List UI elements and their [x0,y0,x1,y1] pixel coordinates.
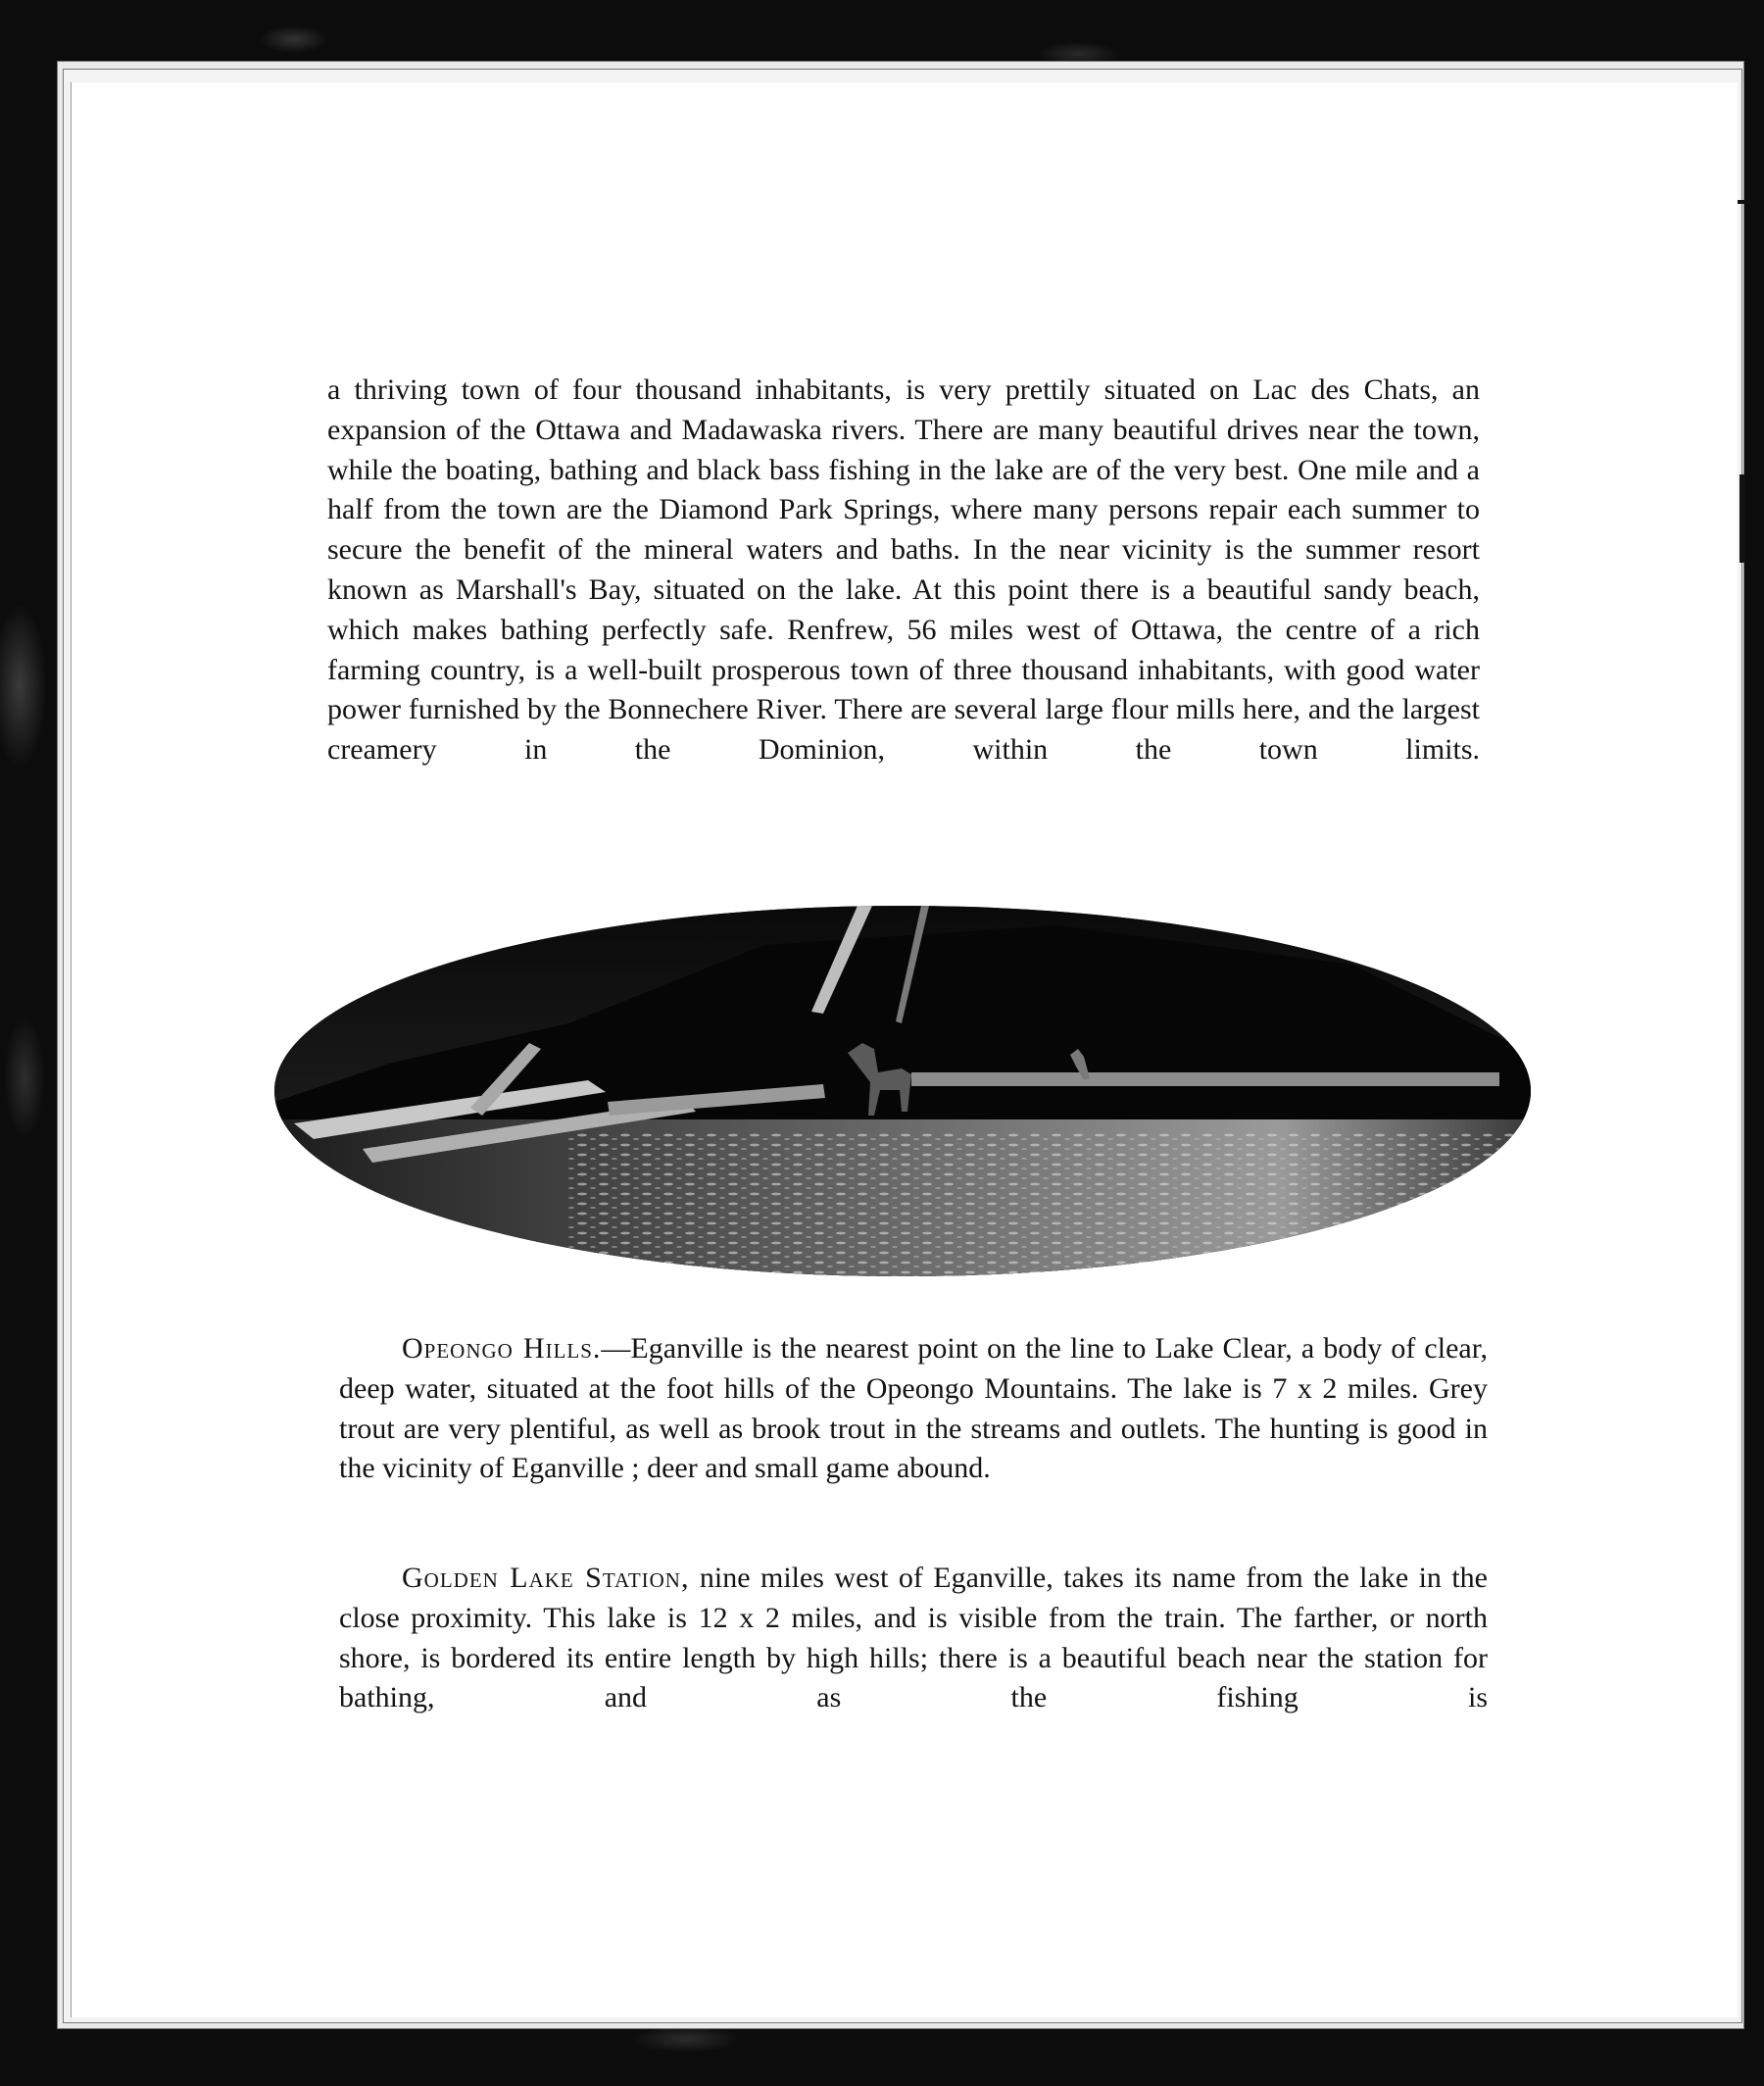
heading-opeongo-hills: Opeongo Hills. [402,1332,602,1365]
lake-shore-photo [274,906,1531,1276]
body-opeongo-hills: —Eganville is the nearest point on the line to Lake Clear, a body of clear, deep water, situated at the foot hills of the Opeongo Mountains. The lake is 7 x 2 miles. Grey trout are very plentiful, as well as brook trout in the streams and outlets. The hunting is good in the vicinity of Eganville ; deer and small game abound. [339,1332,1488,1485]
edge-mark [1740,474,1745,563]
paragraph-opeongo-hills [339,1329,1488,1489]
heading-golden-lake: Golden Lake Station, [402,1562,690,1594]
body-golden-lake: nine miles west of Eganville, takes its name from the lake in the close proximity. This lake is 12 x 2 miles, and is visible from the train. The farther, or north shore, is bordered its entire length by high hills; there is a beautiful beach near the station for bathing, and as the fishing is [339,1562,1488,1714]
edge-mark [1738,200,1751,204]
paragraph-golden-lake [339,1559,1488,1718]
paragraph-renfrew: a thriving town of four thousand inhabitants, is very prettily situated on Lac des Chats, an expansion of the Ottawa and Madawaska rivers. There are many beautiful drives near the town, while the boating, bathing and black bass fishing in the lake are of the very best. One mile and a half from the town are the Diamond Park Springs, where many persons repair each summer to secure the benefit of the mineral waters and baths. In the near vicinity is the summer resort known as Marshall's Bay, situated on the lake. At this point there is a beautiful sandy beach, which makes bathing perfectly safe. Renfrew, 56 miles west of Ottawa, the centre of a rich farming country, is a well-built prosperous town of three thousand inhabitants, with good water power furnished by the Bonnechere River. There are several large flour mills here, and the largest creamery in the Dominion, within the town limits. [327,373,1480,767]
